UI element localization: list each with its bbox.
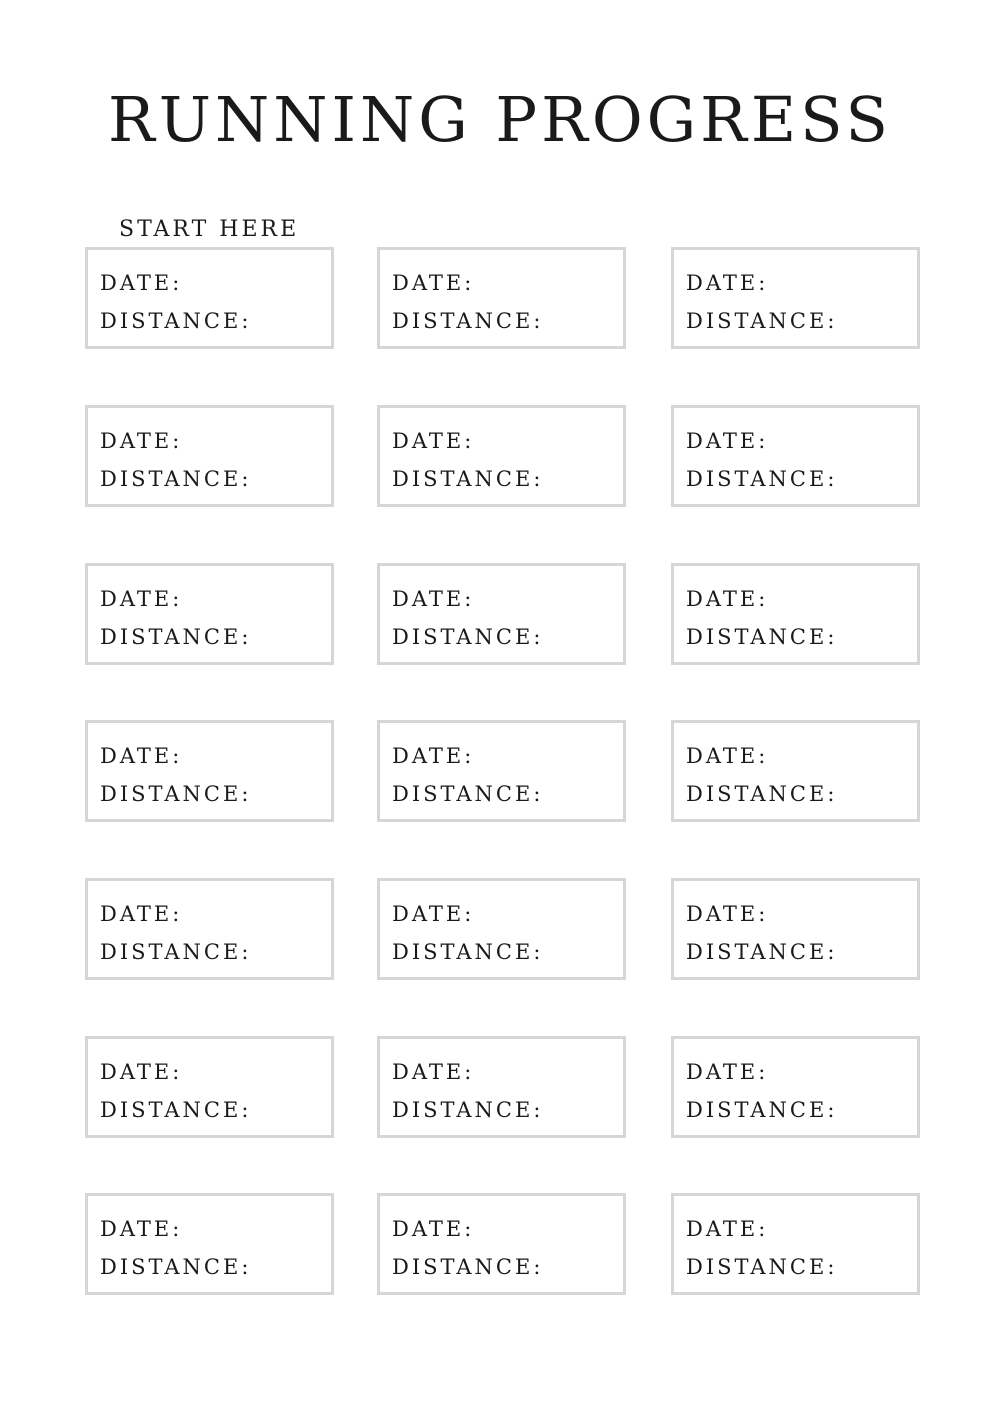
date-label: DATE:: [392, 1060, 475, 1084]
date-label: DATE:: [392, 587, 475, 611]
date-label: DATE:: [686, 587, 769, 611]
distance-label: DISTANCE:: [686, 467, 838, 491]
date-label: DATE:: [100, 271, 183, 295]
distance-label: DISTANCE:: [392, 1255, 544, 1279]
distance-label: DISTANCE:: [686, 309, 838, 333]
date-label: DATE:: [392, 429, 475, 453]
distance-label: DISTANCE:: [100, 625, 252, 649]
date-label: DATE:: [686, 429, 769, 453]
progress-grid: [85, 247, 921, 1295]
distance-label: DISTANCE:: [100, 782, 252, 806]
entry-box[interactable]: [671, 247, 920, 349]
entry-box[interactable]: [671, 1036, 920, 1138]
entry-box[interactable]: [85, 563, 334, 665]
date-label: DATE:: [100, 902, 183, 926]
date-label: DATE:: [100, 587, 183, 611]
date-label: DATE:: [686, 744, 769, 768]
distance-label: DISTANCE:: [100, 467, 252, 491]
entry-box[interactable]: [85, 1193, 334, 1295]
distance-label: DISTANCE:: [686, 625, 838, 649]
entry-box[interactable]: [671, 878, 920, 980]
distance-label: DISTANCE:: [392, 625, 544, 649]
distance-label: DISTANCE:: [686, 940, 838, 964]
start-here-label: START HERE: [119, 217, 300, 242]
entry-box[interactable]: [85, 405, 334, 507]
entry-box[interactable]: [377, 1193, 626, 1295]
entry-box[interactable]: [377, 720, 626, 822]
entry-box[interactable]: [85, 247, 334, 349]
date-label: DATE:: [686, 271, 769, 295]
distance-label: DISTANCE:: [392, 309, 544, 333]
entry-box[interactable]: [85, 878, 334, 980]
distance-label: DISTANCE:: [100, 1098, 252, 1122]
entry-box[interactable]: [377, 405, 626, 507]
entry-box[interactable]: [671, 563, 920, 665]
date-label: DATE:: [392, 902, 475, 926]
distance-label: DISTANCE:: [100, 940, 252, 964]
distance-label: DISTANCE:: [392, 1098, 544, 1122]
date-label: DATE:: [100, 1060, 183, 1084]
page-title: RUNNING PROGRESS: [108, 83, 892, 156]
date-label: DATE:: [392, 271, 475, 295]
date-label: DATE:: [686, 1217, 769, 1241]
entry-box[interactable]: [85, 720, 334, 822]
date-label: DATE:: [392, 1217, 475, 1241]
entry-box[interactable]: [377, 563, 626, 665]
distance-label: DISTANCE:: [686, 1098, 838, 1122]
date-label: DATE:: [100, 1217, 183, 1241]
entry-box[interactable]: [671, 405, 920, 507]
entry-box[interactable]: [671, 1193, 920, 1295]
date-label: DATE:: [686, 902, 769, 926]
date-label: DATE:: [686, 1060, 769, 1084]
distance-label: DISTANCE:: [100, 1255, 252, 1279]
entry-box[interactable]: [377, 1036, 626, 1138]
distance-label: DISTANCE:: [686, 782, 838, 806]
entry-box[interactable]: [671, 720, 920, 822]
distance-label: DISTANCE:: [392, 782, 544, 806]
distance-label: DISTANCE:: [392, 467, 544, 491]
entry-box[interactable]: [85, 1036, 334, 1138]
entry-box[interactable]: [377, 878, 626, 980]
distance-label: DISTANCE:: [686, 1255, 838, 1279]
date-label: DATE:: [100, 744, 183, 768]
distance-label: DISTANCE:: [392, 940, 544, 964]
distance-label: DISTANCE:: [100, 309, 252, 333]
entry-box[interactable]: [377, 247, 626, 349]
date-label: DATE:: [100, 429, 183, 453]
date-label: DATE:: [392, 744, 475, 768]
